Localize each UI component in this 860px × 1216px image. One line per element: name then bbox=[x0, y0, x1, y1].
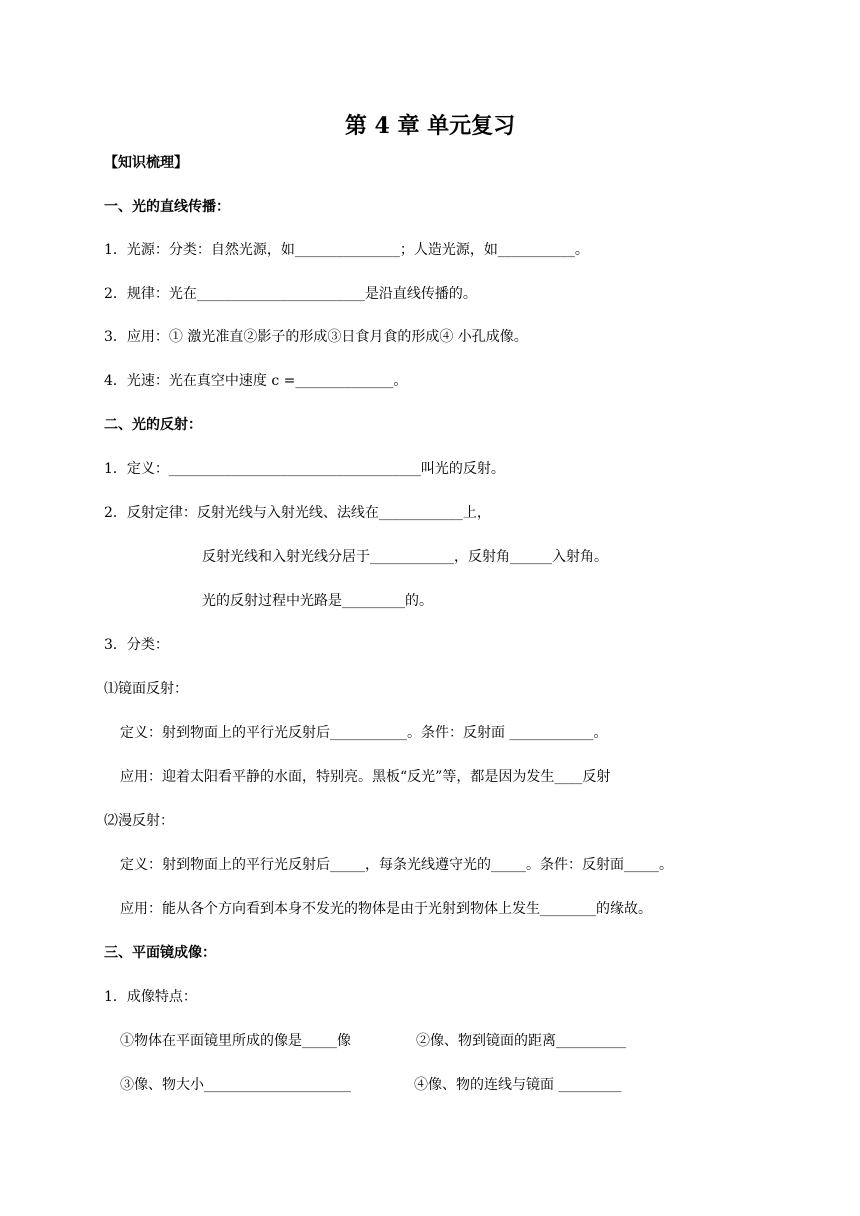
item-reflection-law: 2．反射定律：反射光线与入射光线、法线在____________上， bbox=[104, 505, 491, 521]
item-applications: 3．应用：① 激光准直②影子的形成③日食月食的形成④ 小孔成像。 bbox=[104, 329, 528, 345]
item-classification: 3．分类： bbox=[104, 637, 169, 653]
heading-plane-mirror: 三、平面镜成像： bbox=[104, 945, 216, 961]
mirror-reflection-application: 应用：迎着太阳看平静的水面，特别亮。黑板“反光”等，都是因为发生____反射 bbox=[120, 769, 611, 785]
mirror-reflection-heading: ⑴镜面反射： bbox=[104, 681, 188, 697]
feature-connecting-line: ④像、物的连线与镜面 _________ bbox=[414, 1077, 622, 1093]
heading-rectilinear-propagation: 一、光的直线传播： bbox=[104, 199, 230, 215]
item-light-source: 1．光源：分类：自然光源，如_______________；人造光源，如___________。 bbox=[104, 242, 589, 258]
heading-reflection: 二、光的反射： bbox=[104, 417, 202, 433]
feature-size: ③像、物大小_____________________ bbox=[120, 1077, 351, 1093]
item-propagation-rule: 2．规律：光在________________________是沿直线传播的。 bbox=[104, 286, 477, 302]
item-reflection-law-line3: 光的反射过程中光路是_________的。 bbox=[202, 593, 433, 609]
section-header: 【知识梳理】 bbox=[104, 155, 188, 171]
diffuse-reflection-application: 应用：能从各个方向看到本身不发光的物体是由于光射到物体上发生________的缘故。 bbox=[120, 901, 652, 917]
item-speed-of-light: 4．光速：光在真空中速度 c =______________。 bbox=[104, 373, 408, 389]
item-reflection-law-line2: 反射光线和入射光线分居于____________，反射角______入射角。 bbox=[202, 549, 608, 565]
item-imaging-features: 1．成像特点： bbox=[104, 989, 197, 1005]
feature-virtual-image: ①物体在平面镜里所成的像是_____像 bbox=[120, 1033, 351, 1049]
page-title: 第 4 章 单元复习 bbox=[344, 113, 516, 139]
feature-distance: ②像、物到镜面的距离__________ bbox=[416, 1033, 626, 1049]
item-reflection-definition: 1．定义：____________________________________叫光的反射。 bbox=[104, 461, 505, 477]
diffuse-reflection-definition: 定义：射到物面上的平行光反射后_____，每条光线遵守光的_____。条件：反射面_____。 bbox=[120, 857, 673, 873]
diffuse-reflection-heading: ⑵漫反射： bbox=[104, 813, 174, 829]
mirror-reflection-definition: 定义：射到物面上的平行光反射后___________。条件：反射面 ____________。 bbox=[120, 725, 608, 741]
